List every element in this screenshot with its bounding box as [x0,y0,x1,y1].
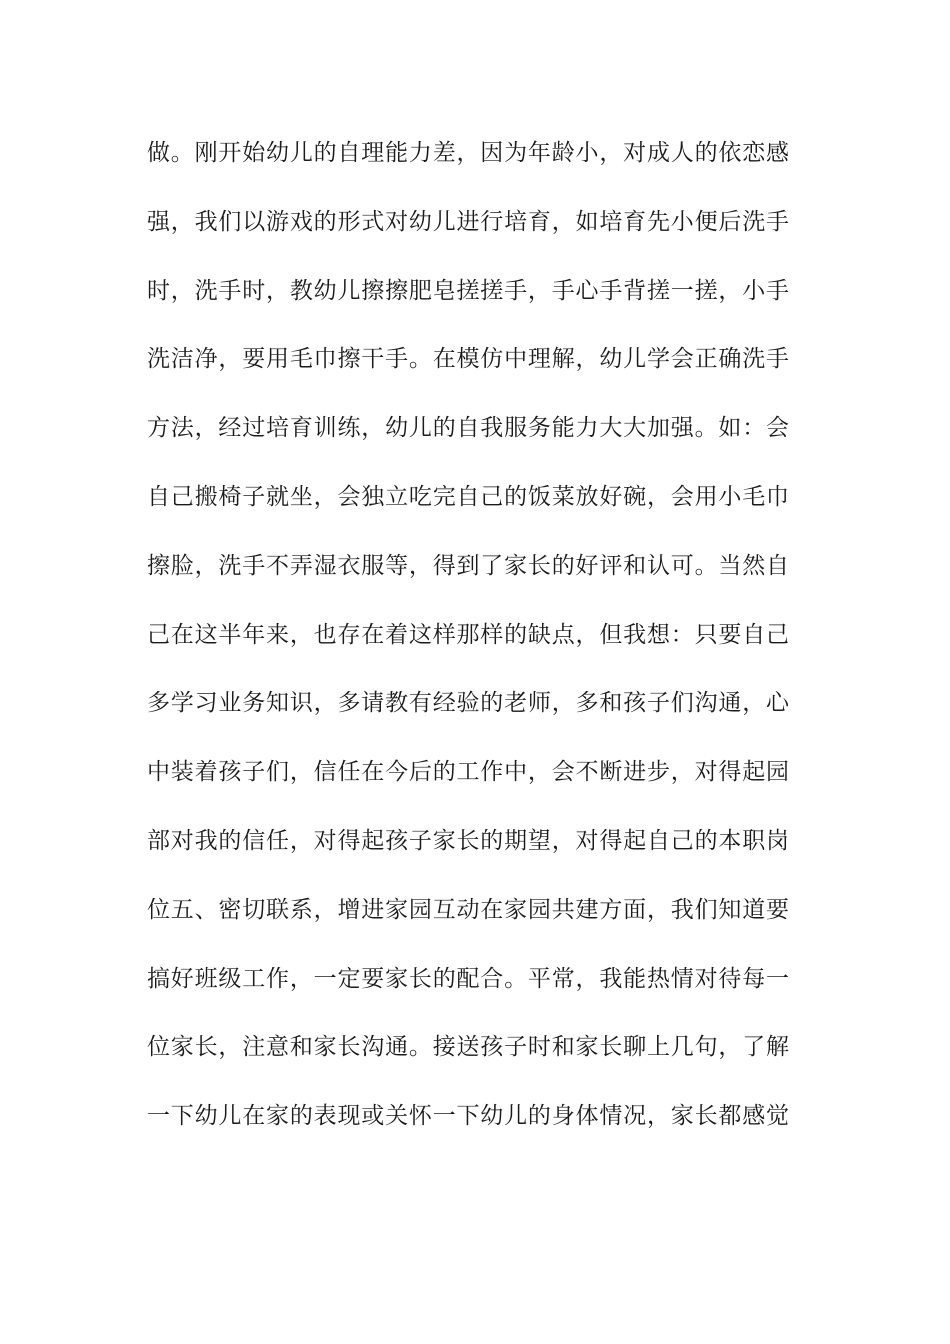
body-text [147,131,789,1163]
text-line: 部对我的信任，对得起孩子家长的期望，对得起自己的本职岗 [147,827,789,854]
text-line: 做。刚开始幼儿的自理能力差，因为年龄小，对成人的依恋感 [147,140,789,166]
text-line: 自己搬椅子就坐，会独立吃完自己的饭菜放好碗，会用小毛巾 [147,483,789,510]
text-line: 擦脸，洗手不弄湿衣服等，得到了家长的好评和认可。当然自 [147,552,789,579]
text-line: 时，洗手时，教幼儿擦擦肥皂搓搓手，手心手背搓一搓，小手 [147,277,789,304]
text-line: 己在这半年来，也存在着这样那样的缺点，但我想：只要自己 [147,621,789,648]
text-line: 多学习业务知识，多请教有经验的老师，多和孩子们沟通，心 [147,690,789,717]
text-line: 强，我们以游戏的形式对幼儿进行培育，如培育先小便后洗手 [147,208,789,235]
text-line: 一下幼儿在家的表现或关怀一下幼儿的身体情况，家长都感觉 [147,1103,789,1130]
text-line: 洗洁净，要用毛巾擦干手。在模仿中理解，幼儿学会正确洗手 [147,346,789,373]
text-line: 搞好班级工作，一定要家长的配合。平常，我能热情对待每一 [147,965,789,992]
text-line: 方法，经过培育训练，幼儿的自我服务能力大大加强。如：会 [147,415,789,442]
text-line: 位家长，注意和家长沟通。接送孩子时和家长聊上几句，了解 [147,1034,789,1061]
text-line: 位五、密切联系，增进家园互动在家园共建方面，我们知道要 [147,896,789,923]
text-line: 中装着孩子们，信任在今后的工作中，会不断进步，对得起园 [147,759,789,786]
